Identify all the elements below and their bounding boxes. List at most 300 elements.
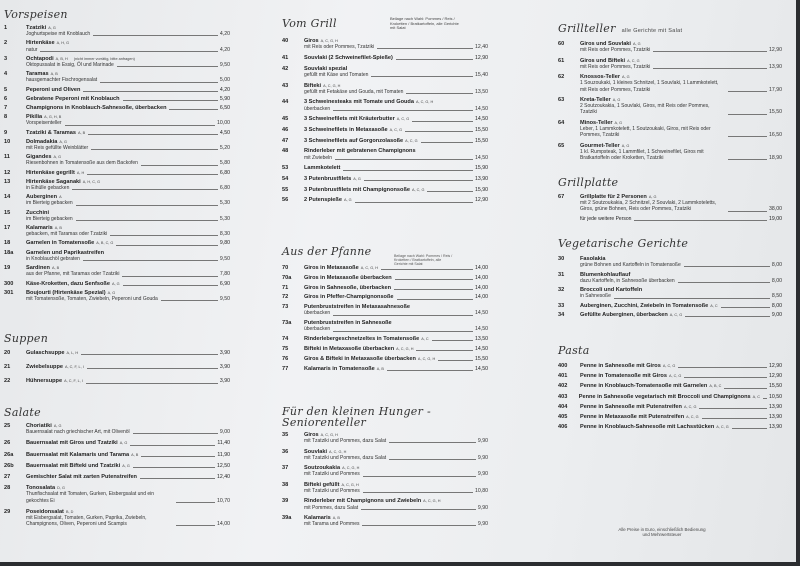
item-number: 19 bbox=[4, 265, 11, 272]
item-number: 43 bbox=[282, 82, 289, 89]
item-name: Zucchini bbox=[26, 209, 49, 216]
item-name: Bauernsalat mit Giros und Tzatziki bbox=[26, 440, 118, 447]
menu-item-row bbox=[282, 275, 488, 281]
item-number: 48 bbox=[282, 148, 289, 155]
menu-item bbox=[558, 143, 782, 162]
item-number: 9 bbox=[4, 129, 8, 136]
leader-line bbox=[355, 202, 473, 203]
leader-line bbox=[728, 114, 767, 115]
item-number: 39 bbox=[282, 498, 289, 505]
item-number: 60 bbox=[558, 41, 565, 47]
menu-item bbox=[4, 154, 230, 166]
section-salate bbox=[4, 406, 230, 532]
allergen-codes: A, C, G bbox=[627, 58, 640, 63]
section-aus-der-pfanne bbox=[282, 245, 488, 375]
allergen-codes: A, H, C, G bbox=[82, 179, 101, 184]
allergen-codes: A, G bbox=[632, 42, 641, 46]
item-price: 14,50 bbox=[475, 105, 488, 112]
item-name: 3 Schweinefilets mit Kräuterbutter bbox=[304, 116, 395, 123]
leader-line bbox=[405, 131, 473, 132]
menu-item-row bbox=[282, 127, 488, 133]
menu-item bbox=[282, 294, 488, 300]
section-note: alle Gerichte mit Salat bbox=[621, 28, 683, 34]
leader-line bbox=[176, 525, 215, 526]
footnote-line: Alle Preise in Euro, einschließlich Bedienung bbox=[618, 527, 706, 532]
item-number: 404 bbox=[558, 403, 568, 410]
item-number: 2 bbox=[4, 40, 8, 47]
menu-item-row bbox=[4, 440, 230, 446]
allergen-codes: A, C bbox=[421, 337, 429, 342]
allergen-codes: A, C, G bbox=[686, 415, 699, 420]
leader-line bbox=[65, 125, 215, 126]
item-number: 30 bbox=[558, 256, 565, 262]
item-description: für jede weitere Person bbox=[580, 215, 632, 222]
item-description-row bbox=[282, 44, 488, 50]
item-description-row bbox=[4, 62, 230, 68]
item-description: aus der Pfanne, mit Taramas oder Tzatziki bbox=[26, 271, 120, 278]
leader-line bbox=[40, 51, 217, 52]
item-number: 64 bbox=[558, 119, 565, 126]
menu-item bbox=[4, 225, 230, 237]
menu-item bbox=[4, 87, 230, 93]
leader-line bbox=[100, 82, 218, 83]
item-price: 17,90 bbox=[769, 86, 782, 93]
leader-line bbox=[634, 220, 767, 221]
item-number: 40 bbox=[282, 38, 289, 44]
item-name: Ochtapodi bbox=[26, 55, 54, 62]
item-description: mit 2 Soutzoukakia, 2 Schnitzel, 2 Souvlaki, 2 Lammkoteletts, Giros, grüne Bohnen, Reis oder Pommes, Tzatziki bbox=[580, 200, 717, 213]
leader-line bbox=[161, 300, 218, 301]
leader-line bbox=[387, 370, 473, 371]
leader-line bbox=[763, 398, 767, 399]
allergen-codes: A, C, G, H bbox=[417, 356, 436, 361]
menu-item-row bbox=[558, 404, 782, 410]
menu-item bbox=[4, 179, 230, 191]
item-name: Bifteki gefüllt bbox=[304, 481, 340, 488]
item-price: 16,50 bbox=[769, 132, 782, 139]
item-price: 11,40 bbox=[217, 440, 230, 447]
menu-item bbox=[558, 424, 782, 430]
leader-line bbox=[133, 467, 215, 468]
item-price: 3,90 bbox=[219, 378, 230, 385]
leader-line bbox=[123, 100, 218, 101]
item-price: 14,50 bbox=[475, 365, 488, 372]
item-price: 15,50 bbox=[475, 127, 488, 134]
allergen-codes: A, C, G, H bbox=[323, 83, 341, 88]
item-description-row bbox=[4, 256, 230, 262]
item-number: 73 bbox=[282, 304, 289, 311]
menu-item bbox=[282, 176, 488, 182]
allergen-codes: A, C, G, H bbox=[320, 433, 338, 437]
item-name: Käse-Kroketten, dazu Senfsoße bbox=[26, 280, 110, 287]
item-name: Blumenkohlauflauf bbox=[580, 271, 631, 278]
item-name: Giros in Metaxasoße bbox=[304, 265, 359, 271]
leader-line bbox=[427, 191, 473, 192]
menu-item bbox=[558, 363, 782, 369]
item-name: Hirtenkäse bbox=[26, 40, 55, 47]
menu-item bbox=[282, 187, 488, 193]
item-name: Bauernsalat mit Bifteki und Tzatziki bbox=[26, 462, 121, 469]
allergen-codes: A, C, G bbox=[411, 187, 425, 192]
menu-item bbox=[282, 138, 488, 144]
allergen-codes: A, B, H bbox=[55, 56, 68, 61]
menu-item-row bbox=[558, 216, 782, 222]
leader-line bbox=[361, 509, 476, 510]
item-name: Broccoli und Kartoffeln bbox=[580, 287, 643, 294]
menu-item bbox=[282, 482, 488, 494]
allergen-codes: A, G bbox=[621, 143, 630, 148]
leader-line bbox=[396, 59, 473, 60]
menu-item bbox=[558, 256, 782, 268]
item-price: 13,50 bbox=[475, 88, 488, 95]
menu-item bbox=[558, 120, 782, 139]
section-vegetarische-gerichte bbox=[558, 237, 782, 322]
menu-item bbox=[4, 290, 230, 302]
item-number: 61 bbox=[558, 57, 565, 64]
item-description: grüne Bohnen und Kartoffeln in Tomatensoße bbox=[580, 262, 681, 269]
allergen-codes: A, C, G, H bbox=[415, 100, 434, 105]
leader-line bbox=[699, 408, 767, 409]
menu-item bbox=[282, 197, 488, 203]
menu-item-row bbox=[4, 474, 230, 480]
item-price: 8,00 bbox=[771, 302, 782, 309]
section-title: Salate bbox=[4, 406, 41, 419]
item-price: 12,90 bbox=[475, 197, 488, 204]
item-name: 3 Schweinefilets in Metaxasoße bbox=[304, 127, 388, 134]
item-price: 13,90 bbox=[769, 63, 782, 70]
item-description: natur bbox=[26, 46, 38, 53]
menu-item bbox=[4, 56, 230, 68]
menu-item bbox=[558, 41, 782, 53]
item-number: 12 bbox=[4, 169, 11, 176]
item-price: 14,00 bbox=[475, 265, 488, 271]
leader-line bbox=[123, 285, 218, 286]
menu-item-row bbox=[558, 312, 782, 318]
item-description-row bbox=[4, 160, 230, 166]
item-number: 73a bbox=[282, 320, 292, 327]
section-title-text: Grillteller bbox=[558, 22, 616, 35]
item-number: 33 bbox=[558, 302, 565, 309]
item-name: 3 Putenbrustfilets mit Champignonsoße bbox=[304, 186, 410, 193]
item-number: 1 bbox=[4, 25, 8, 31]
item-description: Thunfischsalat mit Tomaten, Gurken, Eisbergsalat und ein gekochtes Ei bbox=[26, 491, 155, 504]
menu-item bbox=[4, 440, 230, 446]
menu-item bbox=[4, 281, 230, 287]
item-description-row bbox=[282, 488, 488, 494]
item-description: mit Reis oder Pommes, Tzatziki bbox=[580, 63, 651, 70]
allergen-codes: A, C, G bbox=[662, 364, 676, 368]
item-number: 403 bbox=[558, 393, 568, 400]
item-price: 14,50 bbox=[475, 310, 488, 317]
item-name: Bifteki in Metaxasoße überbacken bbox=[304, 345, 395, 352]
item-name: Penne in Knoblauch-Tomatensoße mit Garnelen bbox=[580, 383, 708, 390]
item-number: 42 bbox=[282, 65, 289, 72]
allergen-codes: A, G bbox=[343, 198, 352, 203]
item-list bbox=[4, 423, 230, 527]
menu-item bbox=[282, 336, 488, 342]
item-description-row bbox=[4, 31, 230, 37]
allergen-codes: A, G bbox=[53, 424, 62, 428]
allergen-codes: A, B, C bbox=[709, 384, 722, 389]
item-number: 400 bbox=[558, 363, 568, 369]
item-name: Choriatiki bbox=[26, 423, 52, 429]
menu-item bbox=[558, 373, 782, 379]
leader-line bbox=[76, 205, 218, 206]
menu-item-row bbox=[4, 378, 230, 384]
menu-item-row bbox=[558, 373, 782, 379]
allergen-codes: A, G bbox=[111, 281, 120, 286]
allergen-codes: A, C, G bbox=[405, 138, 418, 143]
section-title bbox=[558, 22, 782, 35]
section-grillteller bbox=[558, 22, 782, 165]
item-price: 9,00 bbox=[771, 312, 782, 319]
leader-line bbox=[110, 235, 218, 236]
item-list bbox=[558, 363, 782, 430]
item-name: Garnelen und Paprikastreifen bbox=[26, 249, 105, 256]
item-name: Gebratene Peperoni mit Knoblauch bbox=[26, 95, 120, 102]
menu-item-row bbox=[4, 452, 230, 458]
item-name: Kreta-Teller bbox=[580, 96, 611, 103]
item-price: 15,50 bbox=[769, 109, 782, 116]
item-name: Giros in Pfeffer-Champignonsoße bbox=[304, 294, 394, 301]
item-number: 44 bbox=[282, 99, 289, 106]
item-name: Sardinen bbox=[26, 265, 50, 272]
item-price: 5,80 bbox=[219, 160, 230, 167]
leader-line bbox=[678, 282, 770, 283]
item-name: Peperoni und Oliven bbox=[26, 86, 81, 93]
item-number: 29 bbox=[4, 508, 11, 515]
item-number: 62 bbox=[558, 74, 565, 81]
leader-line bbox=[117, 66, 218, 67]
item-description: gebacken, mit Taramas oder Tzatziki bbox=[26, 231, 108, 238]
menu-item-row bbox=[282, 356, 488, 362]
item-price: 19,00 bbox=[769, 215, 782, 222]
footnote-line: und Mehrwertsteuer bbox=[642, 532, 682, 538]
item-price: 6,80 bbox=[219, 185, 230, 192]
item-description-row bbox=[4, 185, 230, 191]
menu-item bbox=[282, 127, 488, 133]
item-name: Giros & Bifteki in Metaxasoße überbacken bbox=[304, 355, 416, 362]
leader-line bbox=[678, 367, 767, 368]
item-description: in Sahnesoße bbox=[580, 293, 611, 300]
item-description-row bbox=[282, 106, 488, 112]
item-description: Leber, 1 Lammkotelett, 1 Soutzoukaki, Giros, mit Reis oder Pommes, Tzatziki bbox=[580, 125, 711, 139]
allergen-codes: A, C, G, H bbox=[320, 39, 338, 43]
section-suppen bbox=[4, 332, 230, 393]
item-number: 47 bbox=[282, 137, 289, 144]
item-price: 9,00 bbox=[219, 429, 230, 436]
allergen-codes: A, B bbox=[131, 452, 139, 457]
leader-line bbox=[81, 354, 218, 355]
leader-line bbox=[86, 383, 218, 384]
allergen-codes: A, C, G, H bbox=[342, 466, 360, 471]
allergen-codes: A, L, H bbox=[66, 351, 79, 355]
item-description: im Bierteig gebacken bbox=[26, 200, 73, 207]
item-list bbox=[558, 41, 782, 161]
item-price: 13,50 bbox=[475, 336, 488, 343]
menu-item bbox=[4, 509, 230, 528]
menu-item bbox=[4, 423, 230, 435]
item-number: 37 bbox=[282, 465, 289, 472]
item-price: 14,50 bbox=[475, 116, 488, 123]
item-list bbox=[4, 350, 230, 385]
leader-line bbox=[728, 159, 767, 160]
leader-line bbox=[397, 299, 474, 300]
allergen-codes: A, C, G bbox=[668, 374, 682, 379]
allergen-codes: A, C, G bbox=[389, 128, 403, 133]
item-number: 67 bbox=[558, 194, 565, 200]
item-price: 9,90 bbox=[477, 521, 488, 528]
item-price: 14,00 bbox=[475, 294, 488, 301]
menu-item bbox=[282, 38, 488, 50]
item-number: 39a bbox=[282, 514, 292, 521]
item-description: Vorspeisenteller bbox=[26, 120, 62, 127]
item-price: 12,90 bbox=[769, 373, 782, 380]
item-price: 38,00 bbox=[769, 206, 782, 213]
item-description-row bbox=[4, 47, 230, 53]
item-number: 71 bbox=[282, 284, 289, 291]
leader-line bbox=[614, 298, 770, 299]
item-description: 1 Souzoukaki, 1 kleines Schnitzel, 1 Souvlaki, 1 Lammkotelett, mit Reis oder Pommes, Tzatziki bbox=[580, 80, 719, 93]
item-description-row bbox=[4, 296, 230, 302]
menu-item-row bbox=[558, 303, 782, 309]
item-description-row bbox=[4, 515, 230, 527]
item-number: 27 bbox=[4, 474, 11, 481]
item-price: 11,90 bbox=[217, 451, 230, 458]
allergen-codes: A, B bbox=[376, 366, 384, 371]
menu-item bbox=[4, 463, 230, 469]
item-number: 22 bbox=[4, 378, 11, 385]
allergen-codes: A, C, F, L, I bbox=[64, 379, 83, 384]
item-price: 10,70 bbox=[217, 497, 230, 504]
item-description-row bbox=[282, 455, 488, 461]
menu-item bbox=[4, 485, 230, 504]
allergen-codes: A, C, G bbox=[669, 313, 683, 318]
item-price: 15,40 bbox=[475, 71, 488, 78]
leader-line bbox=[724, 388, 767, 389]
leader-line bbox=[732, 428, 767, 429]
item-number: 4 bbox=[4, 71, 8, 78]
menu-item-row bbox=[282, 285, 488, 291]
item-number: 34 bbox=[558, 312, 565, 319]
menu-item-row bbox=[558, 424, 782, 430]
item-price: 4,20 bbox=[219, 86, 230, 93]
allergen-codes: A, C, G, H bbox=[341, 482, 359, 487]
section-vom-grill bbox=[282, 17, 488, 208]
leader-line bbox=[721, 307, 770, 308]
menu-item bbox=[282, 55, 488, 61]
item-number: 20 bbox=[4, 350, 11, 356]
item-name: Giros und Souvlaki bbox=[580, 41, 631, 47]
item-number: 21 bbox=[4, 364, 11, 371]
item-number: 54 bbox=[282, 176, 289, 183]
item-number: 53 bbox=[282, 165, 289, 172]
menu-item bbox=[558, 383, 782, 389]
item-price: 6,50 bbox=[219, 105, 230, 112]
menu-item bbox=[558, 404, 782, 410]
menu-item bbox=[282, 366, 488, 372]
allergen-codes: A, B, C, G bbox=[96, 241, 114, 246]
item-number: 32 bbox=[558, 287, 565, 294]
item-price: 9,80 bbox=[219, 240, 230, 247]
menu-item-row bbox=[4, 281, 230, 287]
item-number: 405 bbox=[558, 414, 568, 421]
item-number: 65 bbox=[558, 142, 565, 149]
item-note: (nicht immer vorrätig, bitte anfragen) bbox=[73, 56, 135, 61]
leader-line bbox=[363, 476, 476, 477]
item-name: Putenbruststreifen in Metaxasahnesoße bbox=[304, 304, 410, 311]
item-number: 8 bbox=[4, 114, 8, 121]
item-number: 38 bbox=[282, 481, 289, 488]
item-description-row bbox=[282, 505, 488, 511]
allergen-codes: A, G bbox=[59, 139, 68, 144]
item-price: 12,90 bbox=[769, 47, 782, 54]
item-price: 12,40 bbox=[217, 474, 230, 481]
section-title: Pasta bbox=[558, 344, 590, 357]
item-description: Joghurtspeise mit Knoblauch bbox=[26, 31, 91, 38]
allergen-codes: A, C, G, H bbox=[329, 449, 347, 454]
item-description: im Bierteig gebacken bbox=[26, 215, 73, 222]
item-number: 41 bbox=[282, 54, 289, 61]
menu-item-row bbox=[558, 394, 782, 400]
item-description-row bbox=[558, 47, 782, 53]
menu-item bbox=[282, 449, 488, 461]
item-description: 2 Soutzoukakia, 1 Souvlaki, Giros, mit Reis oder Pommes, Tzatziki bbox=[580, 103, 710, 116]
menu-item bbox=[282, 165, 488, 171]
item-description-row bbox=[282, 89, 488, 95]
item-number: 11 bbox=[4, 154, 10, 161]
allergen-codes: A, H bbox=[76, 170, 85, 175]
item-name: Lammkotelett bbox=[304, 165, 341, 172]
item-price: 6,80 bbox=[219, 169, 230, 176]
item-name: Garnelen in Tomatensoße bbox=[26, 240, 95, 247]
item-description-row bbox=[4, 120, 230, 126]
item-number: 45 bbox=[282, 116, 289, 123]
item-description-row bbox=[558, 80, 782, 92]
leader-line bbox=[438, 360, 473, 361]
allergen-codes: B, D bbox=[65, 509, 74, 514]
item-number: 10 bbox=[4, 138, 11, 145]
item-description: Riesenbohnen in Tomatensoße aus dem Backofen bbox=[26, 160, 138, 167]
item-description-row bbox=[558, 293, 782, 299]
item-name: Giros in Metaxasoße überbacken bbox=[304, 274, 392, 281]
menu-item-row bbox=[282, 346, 488, 352]
menu-item bbox=[558, 414, 782, 420]
item-description-row bbox=[4, 145, 230, 151]
item-price: 12,50 bbox=[217, 462, 230, 469]
menu-item-row bbox=[282, 336, 488, 342]
item-price: 9,50 bbox=[219, 295, 230, 302]
leader-line bbox=[87, 368, 218, 369]
item-description: überbacken bbox=[304, 310, 331, 317]
item-name: Kalamaris bbox=[304, 514, 331, 521]
item-name: Souvlaki spezial bbox=[304, 65, 348, 72]
menu-item bbox=[4, 250, 230, 262]
leader-line bbox=[416, 350, 473, 351]
leader-line bbox=[371, 76, 473, 77]
item-name: Souvlaki (2 Schweinefilet-Spieße) bbox=[304, 54, 393, 61]
item-price: 8,00 bbox=[771, 262, 782, 269]
leader-line bbox=[381, 269, 473, 270]
item-description-row bbox=[558, 126, 782, 138]
leader-line bbox=[141, 456, 215, 457]
allergen-codes: A, G bbox=[648, 195, 657, 199]
item-price: 18,90 bbox=[769, 154, 782, 161]
menu-item-row bbox=[282, 294, 488, 300]
item-name: Penne in Knoblauch-Sahnesoße mit Lachsstücken bbox=[580, 424, 715, 431]
item-list bbox=[282, 265, 488, 372]
item-number: 55 bbox=[282, 186, 289, 193]
